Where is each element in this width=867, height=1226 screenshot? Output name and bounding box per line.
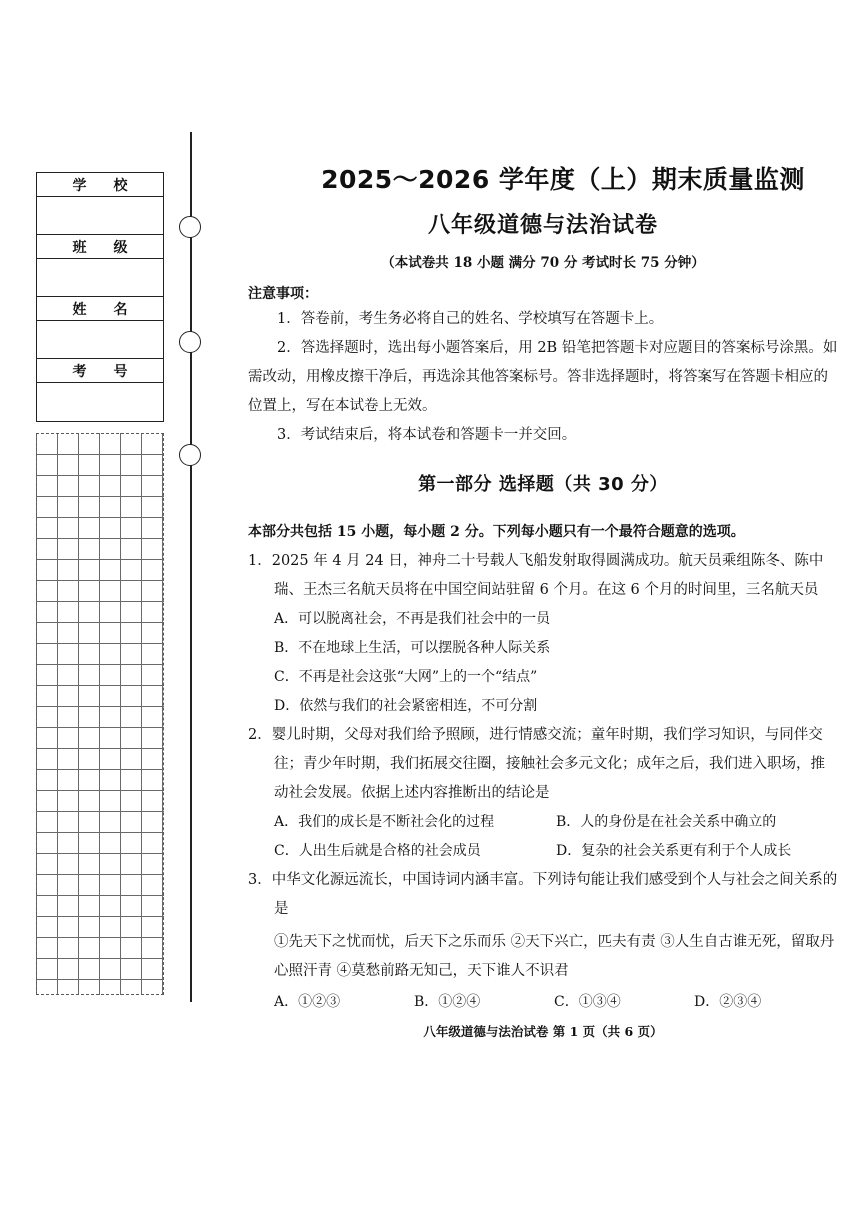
option-d: D．②③④ [694, 994, 762, 1010]
exam-subtitle: 八年级道德与法治试卷 [427, 213, 658, 238]
option-b: B．①②④ [414, 994, 481, 1010]
option-row [248, 988, 838, 1017]
student-info-table [36, 172, 164, 422]
class-field[interactable] [37, 259, 163, 297]
option-d: D．复杂的社会关系更有利于个人成长 [556, 843, 792, 859]
option-b: B．人的身份是在社会关系中确立的 [556, 814, 777, 830]
option-d: D．依然与我们的社会紧密相连，不可分割 [274, 698, 538, 714]
binding-line [190, 132, 192, 1002]
page-footer: 八年级道德与法治试卷 第 1 页（共 6 页） [423, 1024, 663, 1039]
name-label: 姓 名 [37, 297, 163, 321]
option-c: C．人出生后就是合格的社会成员 [274, 843, 481, 859]
option-c: C．①③④ [554, 994, 621, 1010]
seal-grid-area [36, 433, 164, 995]
exam-title: 2025～2026 学年度（上）期末质量监测 [321, 165, 805, 194]
question-stem: 1．2025 年 4 月 24 日，神舟二十号载人飞船发射取得圆满成功。航天员乘组陈冬、陈中瑞、王杰三名航天员将在中国空间站驻留 6 个月。在这 6 个月的时间里，三名航天员 [248, 553, 824, 598]
poem-lines: ①先天下之忧而忧，后天下之乐而乐 ②天下兴亡，匹夫有责 ③人生自古谁无死，留取丹心照汗青 ④莫愁前路无知己，天下谁人不识君 [274, 934, 835, 979]
notice-item: 1．答卷前，考生务必将自己的姓名、学校填写在答题卡上。 [277, 311, 664, 327]
binding-hole [179, 331, 201, 353]
binding-hole [179, 216, 201, 238]
option-a: A．我们的成长是不断社会化的过程 [274, 814, 495, 830]
exam-number-field[interactable] [37, 383, 163, 421]
name-field[interactable] [37, 321, 163, 359]
question-stem: 2．婴儿时期，父母对我们给予照顾，进行情感交流；童年时期，我们学习知识，与同伴交往；青少年时期，我们拓展交往圈，接触社会多元文化；成年之后，我们进入职场，推动社会发展。依据上述内容推断出的结论是 [248, 727, 825, 801]
option-c: C．不再是社会这张“大网”上的一个“结点” [274, 669, 538, 685]
option-row [248, 808, 838, 837]
binding-hole [179, 444, 201, 466]
school-label: 学 校 [37, 173, 163, 197]
class-label: 班 级 [37, 235, 163, 259]
notice-heading: 注意事项： [248, 286, 318, 302]
option-row [248, 837, 838, 866]
school-field[interactable] [37, 197, 163, 235]
exam-number-label: 考 号 [37, 359, 163, 383]
exam-info: （本试卷共 18 小题 满分 70 分 考试时长 75 分钟） [381, 255, 705, 271]
option-a: A．①②③ [274, 994, 341, 1010]
part1-title: 第一部分 选择题（共 30 分） [418, 474, 668, 495]
notice-item: 2．答选择题时，选出每小题答案后，用 2B 铅笔把答题卡对应题目的答案标号涂黑。如需改动，用橡皮擦干净后，再选涂其他答案标号。答非选择题时，将答案写在答题卡相应的位置上，写在本试卷上无效。 [248, 340, 838, 414]
option-b: B．不在地球上生活，可以摆脱各种人际关系 [274, 640, 551, 656]
question-stem: 3．中华文化源远流长，中国诗词内涵丰富。下列诗句能让我们感受到个人与社会之间关系的是 [248, 872, 838, 917]
exam-content [248, 160, 838, 1017]
notice-item: 3．考试结束后，将本试卷和答题卡一并交回。 [277, 427, 577, 443]
option-a: A．可以脱离社会，不再是我们社会中的一员 [274, 611, 551, 627]
part1-description: 本部分共包括 15 小题，每小题 2 分。下列每小题只有一个最符合题意的选项。 [248, 524, 745, 540]
